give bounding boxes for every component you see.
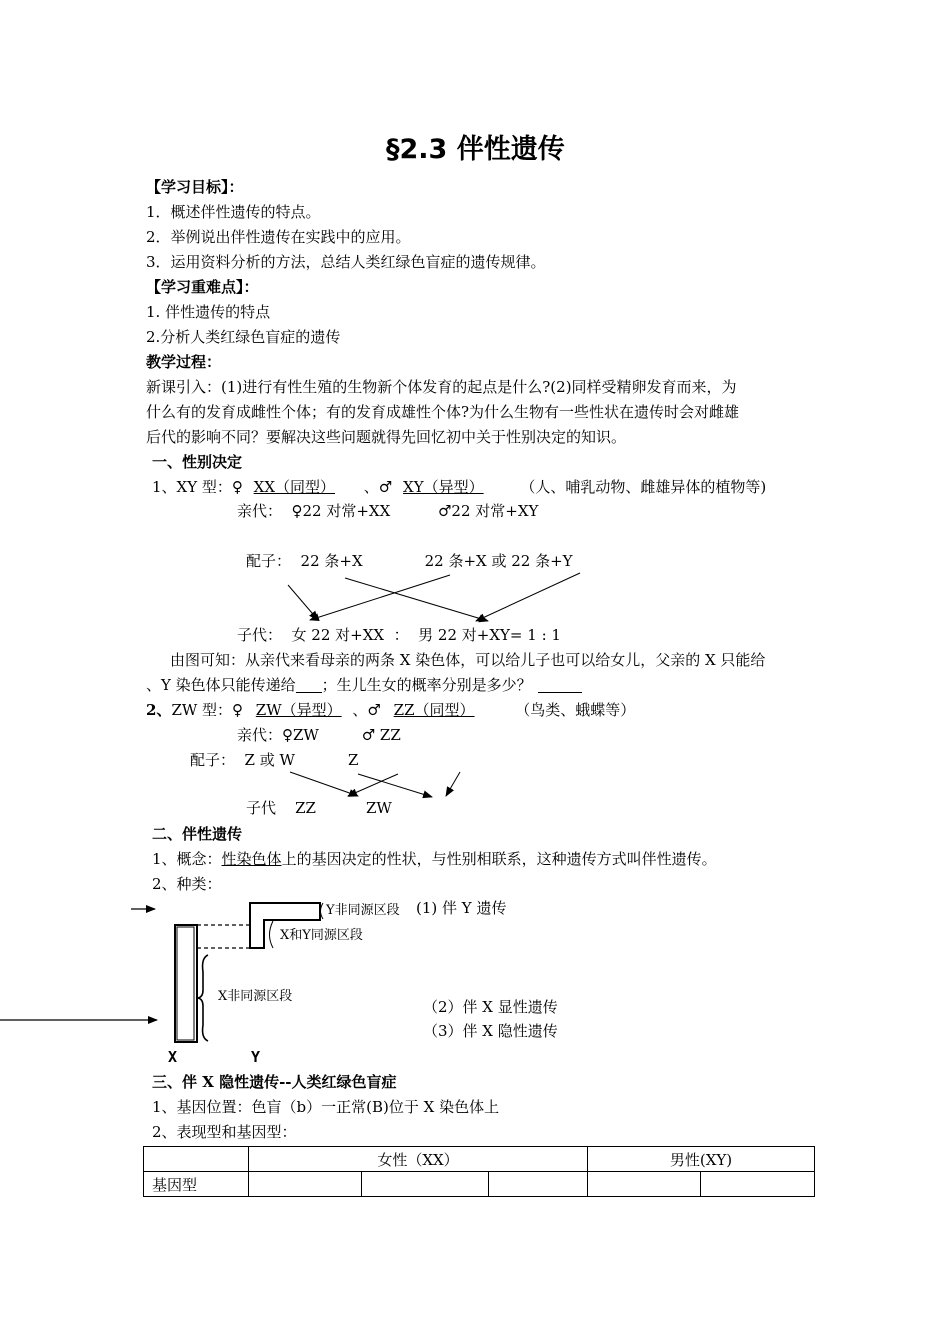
arrow-line [348, 774, 398, 796]
intro-line: 什么有的发育成雌性个体；有的发育成雄性个体?为什么生物有一些性状在遗传时会对雌雄 [146, 403, 740, 421]
arrow-line [310, 575, 450, 620]
zw-parents: 亲代：♀ZW ♂ ZZ [237, 726, 401, 744]
intro-line: 新课引入：(1)进行有性生殖的生物新个体发育的起点是什么?(2)同样受精卵发育而来，为 [146, 378, 737, 396]
x-chromosome-inner [177, 927, 194, 1040]
question-text: 、Y 染色体只能传递给 [146, 676, 296, 694]
zw-gametes-male: Z [348, 751, 359, 769]
y-nonhomologous-label: Y非同源区段 [326, 903, 400, 918]
concept-label: 1、概念： [152, 850, 222, 868]
gene-location: 1、基因位置：色盲（b）一正常(B)位于 X 染色体上 [152, 1098, 500, 1116]
zw-type-number: 2、 [146, 701, 172, 719]
process-heading: 教学过程： [146, 353, 222, 371]
arrow-line [446, 772, 460, 796]
goals-heading: 【学习目标】： [146, 178, 244, 196]
x-chromosome-label: X [168, 1048, 178, 1066]
xy-gametes: 配子： 22 条+X 22 条+X 或 22 条+Y [246, 552, 573, 570]
arrow-line [358, 774, 432, 797]
zw-gametes-female: 配子： Z 或 W [190, 751, 295, 769]
x-nonhomologous-label: X非同源区段 [218, 989, 293, 1004]
goal-item: 1．概述伴性遗传的特点。 [146, 203, 321, 221]
zw-offspring-zz: 子代 ZZ [246, 799, 316, 817]
concept-keyword: 性染色体 [221, 850, 282, 868]
key-point-item: 1. 伴性遗传的特点 [146, 303, 271, 321]
section1-heading: 一、性别决定 [152, 453, 243, 471]
row-label: 基因型 [144, 1172, 249, 1197]
arrow-line [476, 573, 580, 621]
xy-homologous-label: X和Y同源区段 [280, 928, 363, 943]
xy-cross-arrows [288, 573, 580, 621]
section3-heading: 三、伴 X 隐性遗传--人类红绿色盲症 [152, 1073, 397, 1091]
types-label: 2、种类： [152, 875, 222, 893]
xy-male-answer: XY（异型） [403, 478, 484, 496]
zw-separator: 、♂ [352, 701, 381, 719]
arrow-line [345, 578, 488, 621]
goal-item: 3．运用资料分析的方法，总结人类红绿色盲症的遗传规律。 [146, 253, 546, 271]
question-text: ；生儿生女的概率分别是多少？ [321, 676, 532, 694]
type-y-linked: (1) 伴 Y 遗传 [416, 899, 507, 917]
xy-female-answer: XX（同型） [253, 478, 335, 496]
chromosome-diagram [0, 903, 323, 1042]
xy-separator: 、♂ [363, 478, 393, 496]
zw-male-answer: ZZ（同型） [393, 701, 475, 719]
male-column-header: 男性(XY) [588, 1147, 815, 1172]
zw-examples: （鸟类、蛾蝶等） [515, 701, 636, 719]
zw-cross-arrows [290, 772, 460, 797]
zw-offspring-zw: ZW [366, 799, 392, 817]
type-x-dominant: （2）伴 X 显性遗传 [423, 998, 558, 1016]
brace [270, 921, 274, 948]
goal-item: 2．举例说出伴性遗传在实践中的应用。 [146, 228, 411, 246]
phenotype-label: 2、表现型和基因型： [152, 1123, 297, 1141]
xy-examples: （人、哺乳动物、雌雄异体的植物等) [520, 478, 767, 496]
zw-type-label: ZW 型：♀ [171, 701, 244, 719]
y-chromosome-label: Y [251, 1048, 261, 1066]
y-chromosome-shape [250, 903, 320, 948]
brace [198, 955, 208, 1041]
concept-text: 上的基因决定的性状，与性别相联系，这种遗传方式叫伴性遗传。 [281, 850, 717, 868]
xy-parents: 亲代： ♀22 对常+XX ♂22 对常+XY [237, 502, 539, 520]
type-x-recessive: （3）伴 X 隐性遗传 [423, 1022, 558, 1040]
xy-type-label: 1、XY 型：♀ [152, 478, 243, 496]
page-title: §2.3 伴性遗传 [386, 134, 565, 165]
xy-offspring: 子代： 女 22 对+XX ： 男 22 对+XY= 1 : 1 [237, 626, 561, 644]
arrow-line [288, 585, 318, 620]
zw-female-answer: ZW（异型） [255, 701, 342, 719]
section2-heading: 二、伴性遗传 [152, 825, 243, 843]
female-column-header: 女性（XX） [249, 1147, 588, 1172]
key-point-item: 2.分析人类红绿色盲症的遗传 [146, 328, 341, 346]
intro-line: 后代的影响不同？要解决这些问题就得先回忆初中关于性别决定的知识。 [146, 428, 627, 446]
question-line: 由图可知：从亲代来看母亲的两条 X 染色体，可以给儿子也可以给女儿，父亲的 X 只能给 [170, 651, 766, 669]
key-points-heading: 【学习重难点】： [146, 278, 259, 296]
arrow-line [290, 772, 358, 796]
